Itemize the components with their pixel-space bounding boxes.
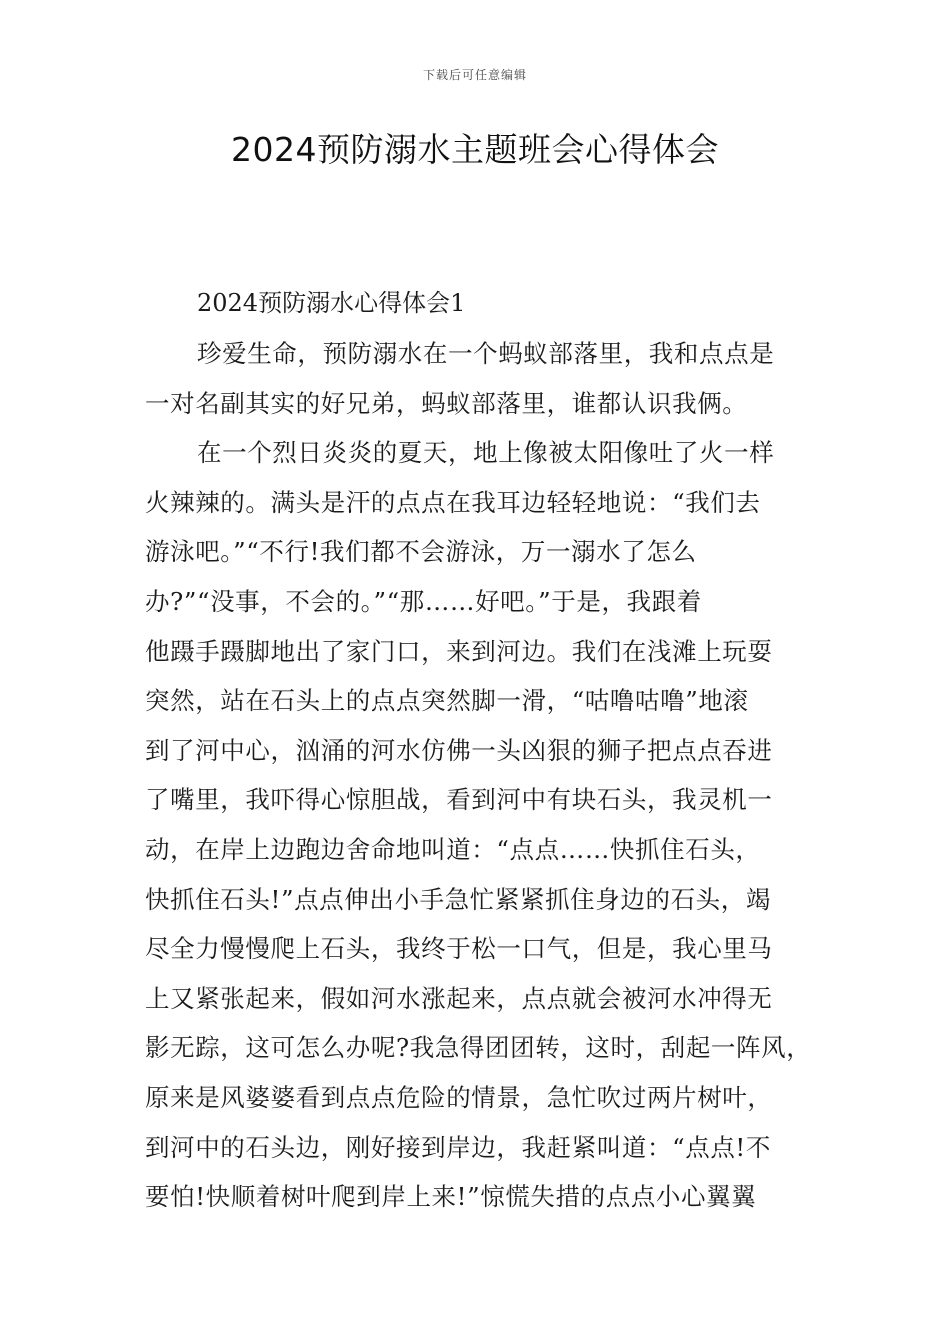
paragraph-line: 影无踪，这可怎么办呢?我急得团团转，这时，刮起一阵风，: [145, 1033, 812, 1063]
paragraph-line: 办?”“没事，不会的。”“那……好吧。”于是，我跟着: [145, 586, 702, 616]
paragraph-line: 在一个烈日炎炎的夏天，地上像被太阳像吐了火一样: [197, 438, 775, 468]
paragraph-line: 要怕!快顺着树叶爬到岸上来!”惊慌失措的点点小心翼翼: [145, 1182, 757, 1212]
paragraph-line: 到了河中心，汹涌的河水仿佛一头凶狠的狮子把点点吞进: [145, 735, 773, 765]
paragraph-line: 火辣辣的。满头是汗的点点在我耳边轻轻地说：“我们去: [145, 487, 761, 517]
paragraph-1: [145, 329, 807, 428]
document-title: 2024预防溺水主题班会心得体会: [231, 130, 719, 169]
paragraph-2: [145, 428, 812, 1222]
document-body: [145, 279, 812, 1222]
paragraph-line: 了嘴里，我吓得心惊胆战，看到河中有块石头，我灵机一: [145, 785, 773, 815]
paragraph-line: 快抓住石头!”点点伸出小手急忙紧紧抓住身边的石头，竭: [145, 884, 771, 914]
paragraph-line: 珍爱生命，预防溺水在一个蚂蚁部落里，我和点点是: [197, 339, 775, 368]
paragraph-line: 尽全力慢慢爬上石头，我终于松一口气，但是，我心里马: [145, 934, 773, 964]
paragraph-line: 他蹑手蹑脚地出了家门口，来到河边。我们在浅滩上玩耍: [145, 636, 773, 666]
paragraph-line: 动，在岸上边跑边舍命地叫道：“点点……快抓住石头，: [145, 834, 761, 864]
paragraph-line: 突然，站在石头上的点点突然脚一滑，“咕噜咕噜”地滚: [145, 686, 749, 716]
header-note: 下载后可任意编辑: [422, 68, 527, 82]
paragraph-line: 游泳吧。”“不行!我们都不会游泳，万一溺水了怎么: [145, 537, 697, 567]
section-heading: 2024预防溺水心得体会1: [197, 289, 466, 317]
paragraph-line: 到河中的石头边，刚好接到岸边，我赶紧叫道：“点点!不: [145, 1132, 771, 1162]
paragraph-line: 上又紧张起来，假如河水涨起来，点点就会被河水冲得无: [145, 983, 773, 1013]
paragraph-line: 一对名副其实的好兄弟，蚂蚁部落里，谁都认识我俩。: [145, 388, 748, 418]
paragraph-line: 原来是风婆婆看到点点危险的情景，急忙吹过两片树叶，: [145, 1082, 773, 1112]
